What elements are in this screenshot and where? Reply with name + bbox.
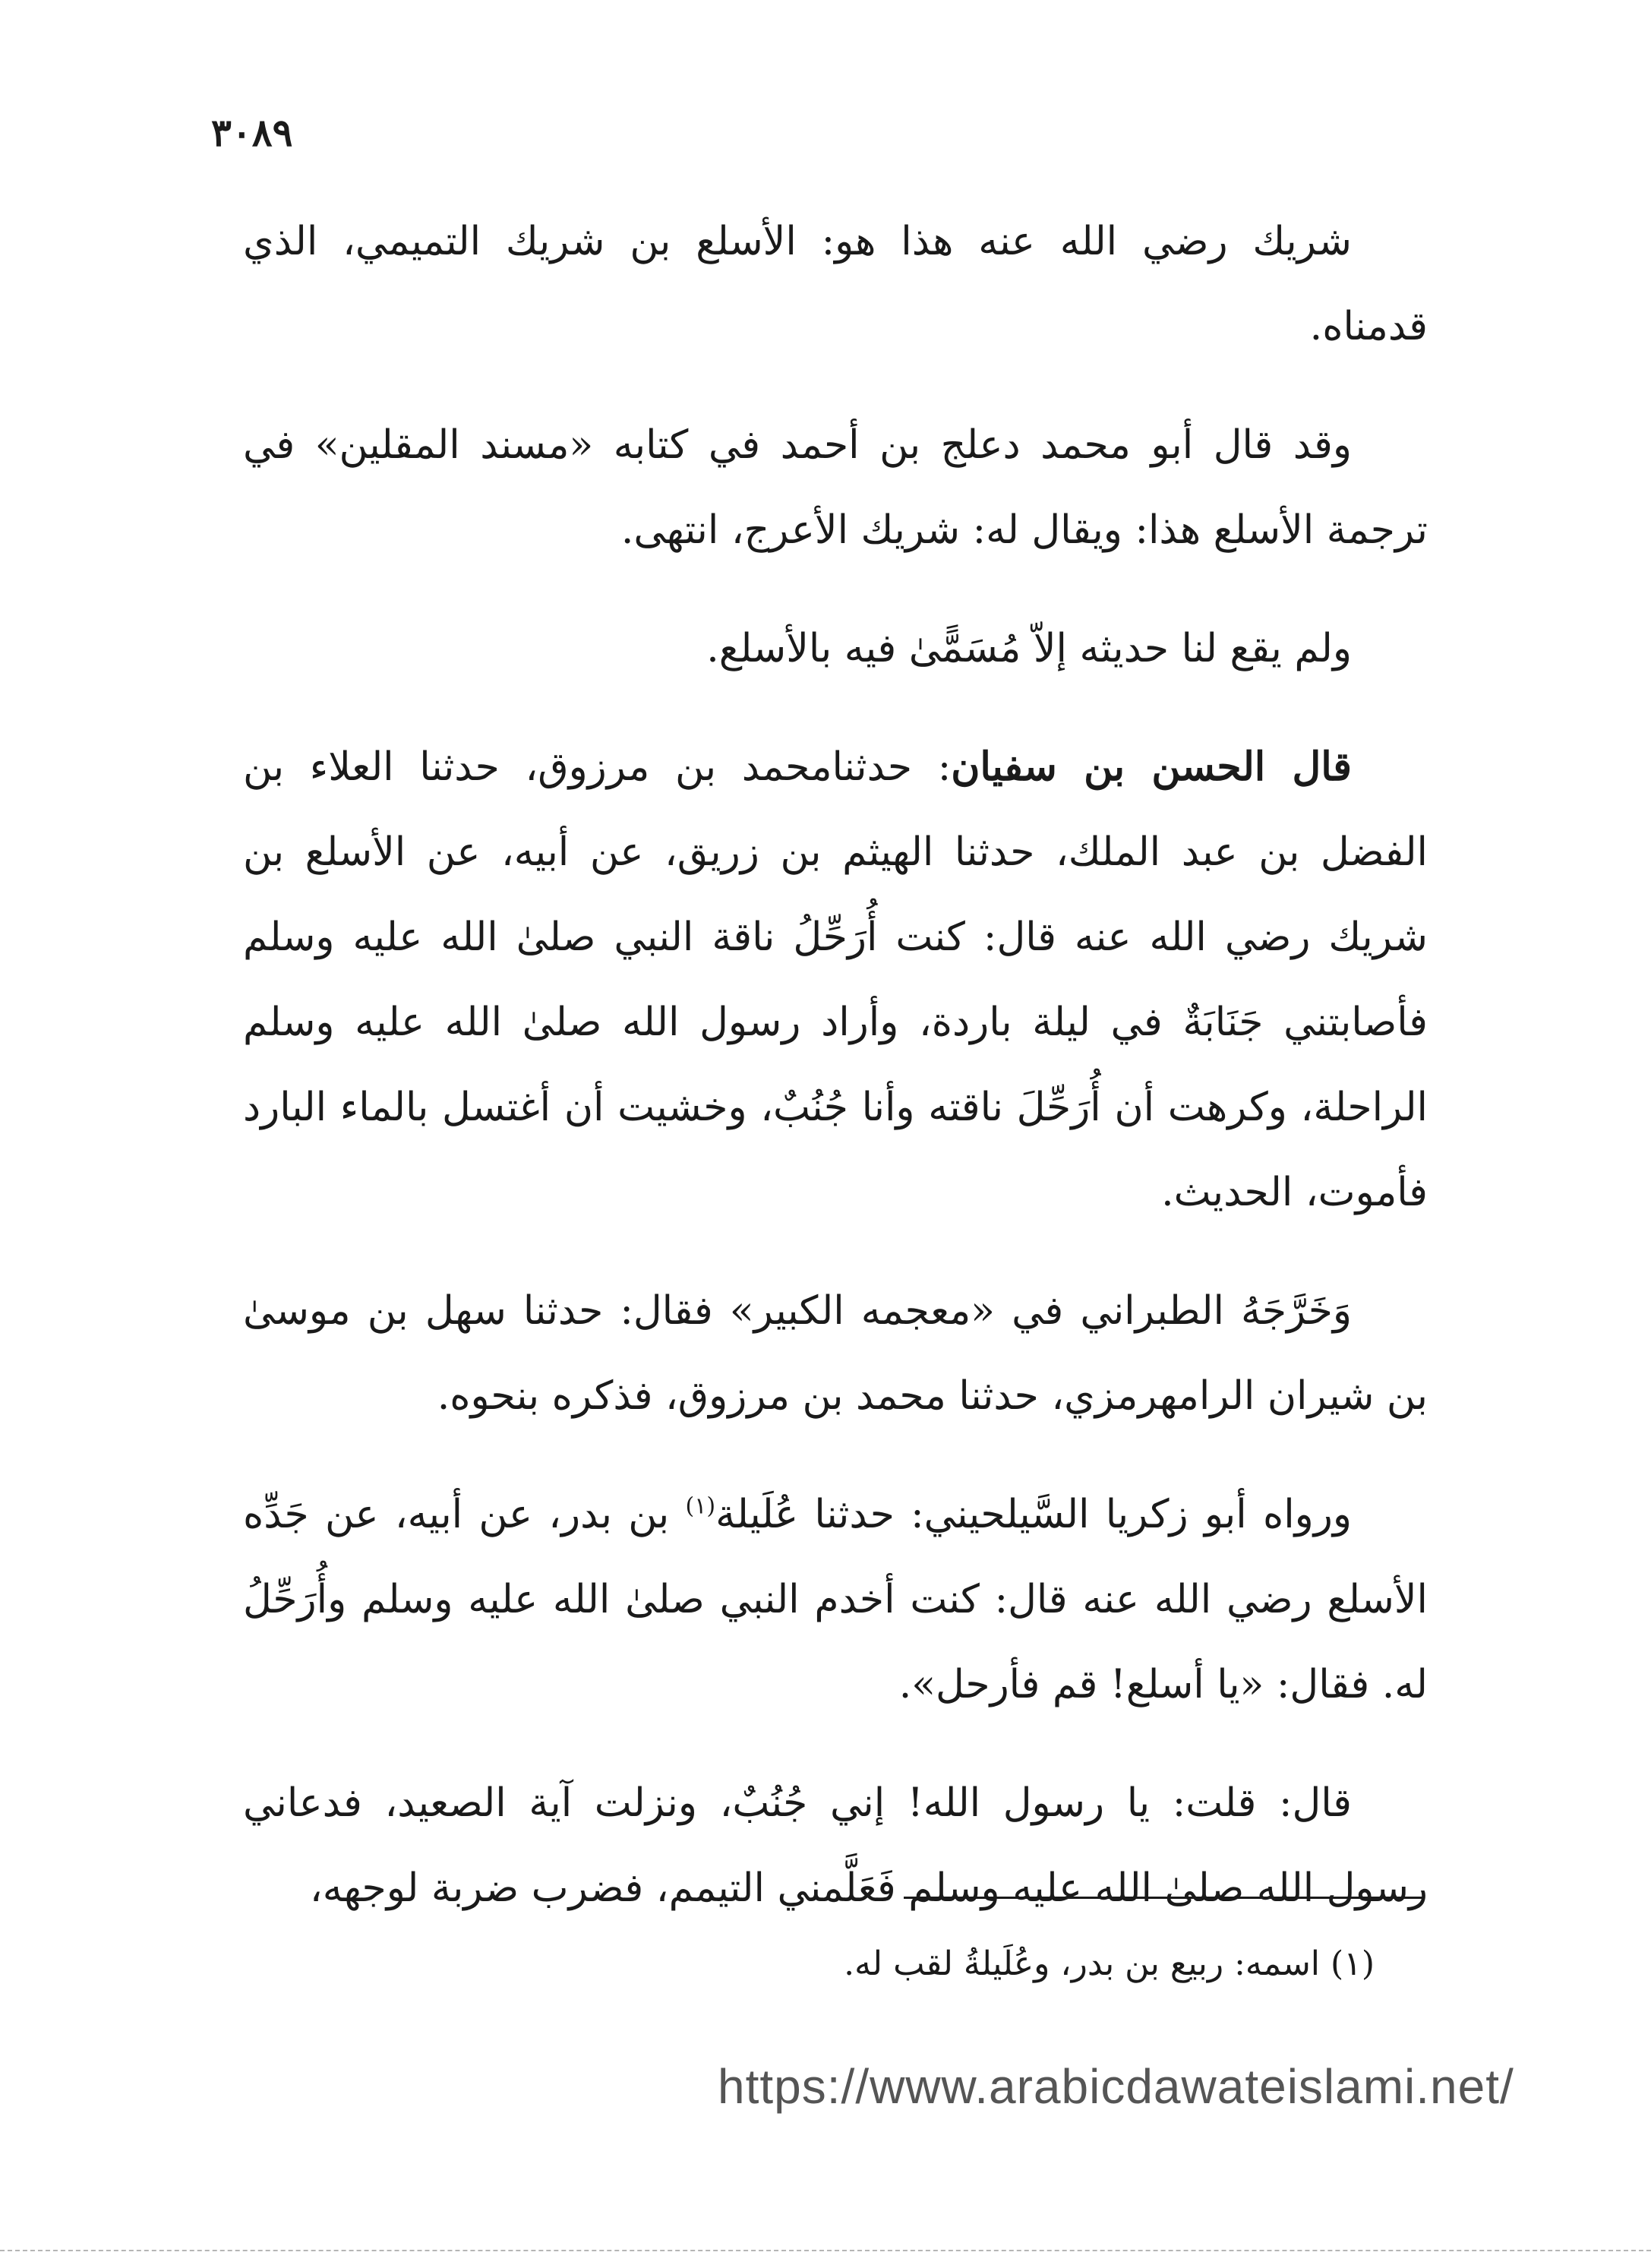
page-number: ٣٠٨٩ bbox=[211, 110, 293, 155]
paragraph-lead: قال الحسن بن سفيان bbox=[951, 744, 1353, 790]
scan-edge-line bbox=[0, 2250, 1651, 2251]
paragraph-text: قال: قلت: يا رسول الله! إني جُنُبٌ، ونزلت آية الصعيد، فدعاني رسول الله صلىٰ الله عليه وسلم فَعَلَّمني التيمم، فضرب ضربة لوجهه، bbox=[243, 1780, 1428, 1911]
paragraph-text: : حدثنامحمد بن مرزوق، حدثنا العلاء بن الفضل بن عبد الملك، حدثنا الهيثم بن زريق، عن أبيه، عن الأسلع بن شريك رضي الله عنه قال: كنت أُرَحِّلُ ناقة النبي صلىٰ الله عليه وسلم فأصابتني جَنَابَةٌ في ليلة باردة، وأراد رسول الله صلىٰ الله عليه وسلم الراحلة، وكرهت أن أُرَحِّلَ ناقته وأنا جُنُبٌ، وخشيت أن أغتسل بالماء البارد فأموت، الحديث. bbox=[243, 744, 1428, 1215]
footnote-reference[interactable]: (١) bbox=[685, 1493, 716, 1520]
paragraph bbox=[243, 606, 1428, 691]
paragraph-text: ولم يقع لنا حديثه إلاّ مُسَمًّىٰ فيه بالأسلع. bbox=[706, 626, 1352, 671]
watermark-url: https://www.arabicdawateislami.net/ bbox=[718, 2059, 1514, 2114]
paragraph bbox=[243, 1761, 1428, 1931]
paragraph bbox=[243, 403, 1428, 573]
main-text bbox=[243, 199, 1428, 1964]
paragraph-text: شريك رضي الله عنه هذا هو: الأسلع بن شريك التميمي، الذي قدمناه. bbox=[243, 219, 1428, 349]
paragraph bbox=[243, 199, 1428, 369]
paragraph-text: ورواه أبو زكريا السَّيلحيني: حدثنا عُلَيلة bbox=[715, 1492, 1353, 1537]
paragraph bbox=[243, 1268, 1428, 1439]
paragraph bbox=[243, 1472, 1428, 1727]
paragraph-text: بن بدر، عن أبيه، عن جَدِّه الأسلع رضي الله عنه قال: كنت أخدم النبي صلىٰ الله عليه وسلم وأُرَحِّلُ له. فقال: «يا أسلع! قم فأرحل». bbox=[243, 1492, 1428, 1707]
paragraph-text: وَخَرَّجَهُ الطبراني في «معجمه الكبير» فقال: حدثنا سهل بن موسىٰ بن شيران الرامهرمزي، حدثنا محمد بن مرزوق، فذكره بنحوه. bbox=[243, 1288, 1428, 1419]
footnote: (١) اسمه: ربيع بن بدر، وعُلَيلةُ لقب له. bbox=[844, 1944, 1375, 1983]
paragraph-text: وقد قال أبو محمد دعلج بن أحمد في كتابه «مسند المقلين» في ترجمة الأسلع هذا: ويقال له: شريك الأعرج، انتهى. bbox=[243, 422, 1428, 553]
paragraph bbox=[243, 725, 1428, 1235]
footnote-divider bbox=[904, 1897, 1423, 1899]
